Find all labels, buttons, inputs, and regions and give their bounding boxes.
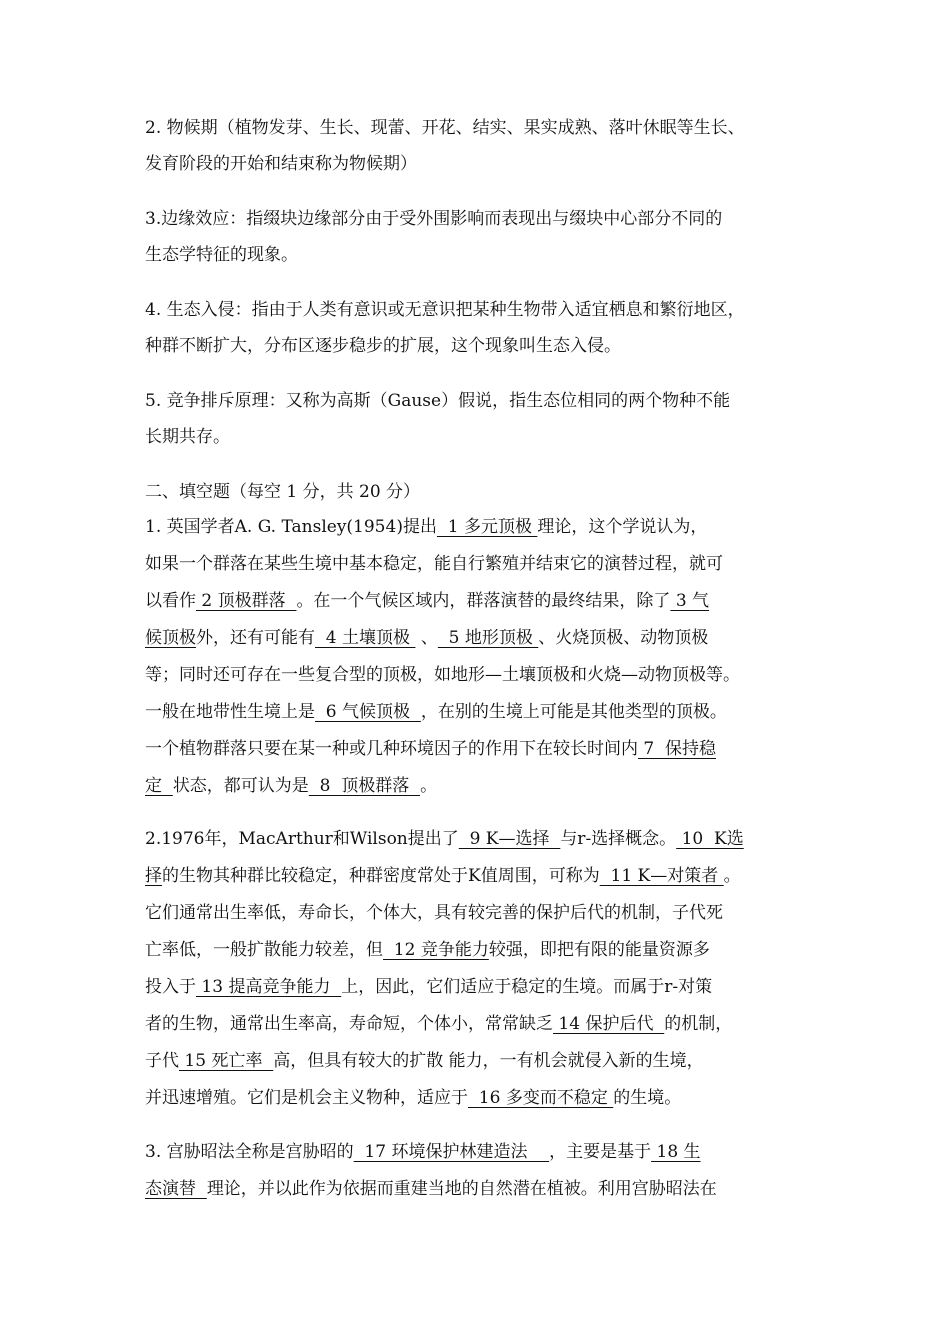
blank-18: 18 生 — [651, 1142, 701, 1162]
blank-16: 16 多变而不稳定 — [468, 1088, 614, 1108]
question-2-line: 它们通常出生率低，寿命长，个体大，具有较完善的保护后代的机制，子代死 — [145, 903, 723, 923]
blank-6: 6 气候顶极 — [315, 702, 421, 722]
question-2-line: 2.1976年，MacArthur和Wilson提出了 9 K—选择 与r-选择概念。 10 K选 — [145, 829, 744, 849]
blank-10: 10 K选 — [676, 829, 744, 849]
blank-7-cont: 定 — [145, 776, 173, 796]
blank-8: 8 顶极群落 — [308, 776, 421, 796]
blank-9: 9 K—选择 — [458, 829, 561, 849]
question-2-line: 并迅速增殖。它们是机会主义物种，适应于 16 多变而不稳定 的生境。 — [145, 1088, 682, 1108]
question-1-line: 定 状态，都可认为是 8 顶极群落 。 — [145, 776, 438, 796]
question-1-line: 如果一个群落在某些生境中基本稳定，能自行繁殖并结束它的演替过程，就可 — [145, 554, 723, 574]
blank-1: 1 多元顶极 — [436, 517, 538, 537]
blank-3: 3 气 — [670, 591, 710, 611]
definition-line: 长期共存。 — [145, 427, 230, 447]
blank-2: 2 顶极群落 — [196, 591, 297, 611]
question-1-line: 等；同时还可存在一些复合型的顶极，如地形—土壤顶极和火烧—动物顶极等。 — [145, 665, 740, 685]
question-1-line: 一般在地带性生境上是 6 气候顶极 ，在别的生境上可能是其他类型的顶极。 — [145, 702, 727, 722]
blank-7: 7 保持稳 — [638, 739, 717, 759]
question-2-line: 择的生物其种群比较稳定，种群密度常处于K值周围，可称为 11 K—对策者 。 — [145, 866, 741, 886]
question-3-line: 态演替 理论，并以此作为依据而重建当地的自然潜在植被。利用宫胁昭法在 — [145, 1179, 717, 1199]
blank-17: 17 环境保护林建造法 — [353, 1142, 550, 1162]
blank-5: 5 地形顶极 — [437, 628, 539, 648]
definition-line: 2. 物候期（植物发芽、生长、现蕾、开花、结实、果实成熟、落叶休眠等生长、 — [145, 118, 745, 138]
question-1-line: 候顶极外，还有可能有 4 土壤顶极 、 5 地形顶极 、火烧顶极、动物顶极 — [145, 628, 709, 648]
question-3-line: 3. 宫胁昭法全称是宫胁昭的 17 环境保护林建造法 ，主要是基于 18 生 — [145, 1142, 701, 1162]
blank-3-cont: 候顶极 — [145, 628, 196, 648]
definition-line: 发育阶段的开始和结束称为物候期） — [145, 154, 417, 174]
blank-18-cont: 态演替 — [145, 1179, 207, 1199]
blank-14: 14 保护后代 — [553, 1014, 665, 1034]
definition-line: 生态学特征的现象。 — [145, 245, 298, 265]
blank-13: 13 提高竞争能力 — [196, 977, 342, 997]
definition-line: 4. 生态入侵：指由于人类有意识或无意识把某种生物带入适宜栖息和繁衍地区， — [145, 300, 745, 320]
question-2-line: 亡率低，一般扩散能力较差，但 12 竞争能力较强，即把有限的能量资源多 — [145, 940, 710, 960]
question-1-line: 1. 英国学者A. G. Tansley(1954)提出 1 多元顶极 理论，这个学说认为， — [145, 517, 708, 537]
section-heading: 二、填空题（每空 1 分，共 20 分） — [145, 482, 421, 502]
question-2-line: 子代 15 死亡率 高，但具有较大的扩散 能力，一有机会就侵入新的生境， — [145, 1051, 704, 1071]
blank-11: 11 K—对策者 — [599, 866, 724, 886]
question-1-line: 以看作 2 顶极群落 。在一个气候区域内，群落演替的最终结果，除了 3 气 — [145, 591, 710, 611]
question-2-line: 者的生物，通常出生率高，寿命短，个体小，常常缺乏 14 保护后代 的机制， — [145, 1014, 733, 1034]
question-1-line: 一个植物群落只要在某一种或几种环境因子的作用下在较长时间内 7 保持稳 — [145, 739, 717, 759]
definition-line: 5. 竞争排斥原理：又称为高斯（Gause）假说，指生态位相同的两个物种不能 — [145, 391, 731, 411]
blank-10-cont: 择 — [145, 866, 162, 886]
definition-line: 3.边缘效应：指缀块边缘部分由于受外围影响而表现出与缀块中心部分不同的 — [145, 209, 723, 229]
question-2-line: 投入于 13 提高竞争能力 上，因此，它们适应于稳定的生境。而属于r-对策 — [145, 977, 713, 997]
blank-12: 12 竞争能力 — [383, 940, 489, 960]
blank-4: 4 土壤顶极 — [315, 628, 416, 648]
definition-line: 种群不断扩大，分布区逐步稳步的扩展，这个现象叫生态入侵。 — [145, 336, 621, 356]
blank-15: 15 死亡率 — [179, 1051, 274, 1071]
